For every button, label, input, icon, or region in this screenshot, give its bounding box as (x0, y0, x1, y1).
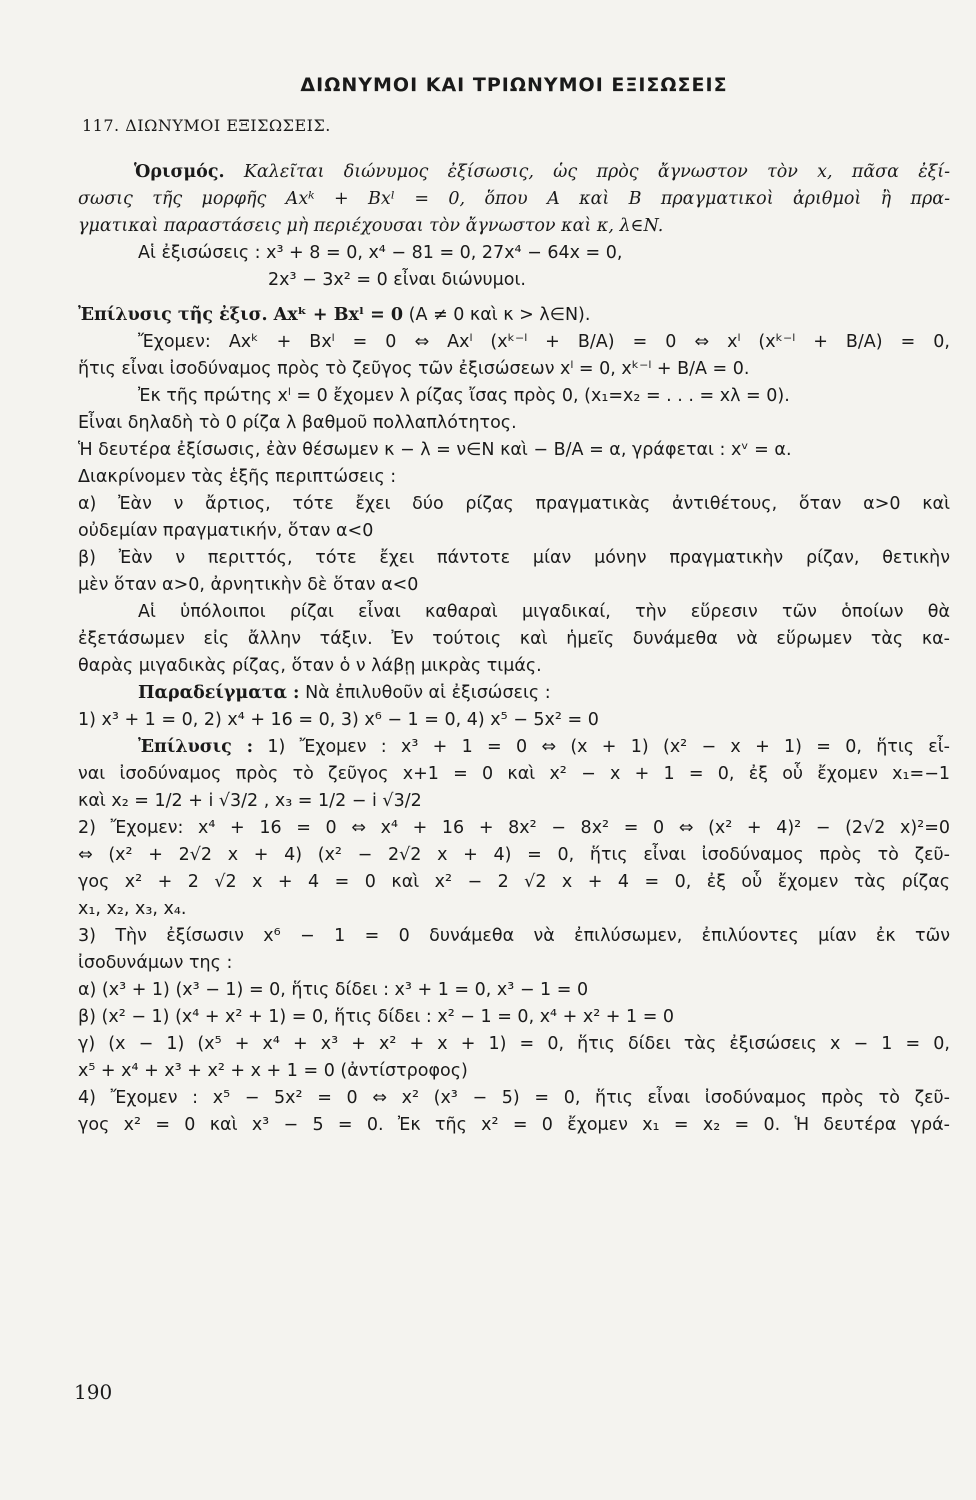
worked-line: β) (x² − 1) (x⁴ + x² + 1) = 0, ἥτις δίδει : x² − 1 = 0, x⁴ + x² + 1 = 0 (78, 1007, 675, 1027)
worked-line: x⁵ + x⁴ + x³ + x² + x + 1 = 0 (ἀντίστροφος) (78, 1061, 468, 1081)
worked-text: 1) Ἔχομεν : x³ + 1 = 0 ⇔ (x + 1) (x² − x + 1) = 0, ἥτις εἶ- (267, 737, 950, 757)
worked-line: ναι ἰσοδύναμος πρὸς τὸ ζεῦγος x+1 = 0 καὶ x² − x + 1 = 0, ἐξ οὗ ἔχομεν x₁=−1 (78, 764, 950, 784)
examples-intro-line-1: Αἱ ἐξισώσεις : x³ + 8 = 0, x⁴ − 81 = 0, 27x⁴ − 64x = 0, (138, 243, 623, 263)
worked-line: καὶ x₂ = 1/2 + i √3/2 , x₃ = 1/2 − i √3/2 (78, 791, 422, 811)
worked-line: 4) Ἔχομεν : x⁵ − 5x² = 0 ⇔ x² (x³ − 5) = 0, ἥτις εἶναι ἰσοδύναμος πρὸς τὸ ζεῦ- (78, 1088, 950, 1108)
worked-line: x₁, x₂, x₃, x₄. (78, 899, 187, 919)
page-content (78, 70, 950, 1139)
solution-condition: (A ≠ 0 καὶ κ > λ∈N). (408, 305, 591, 325)
definition-text-1: Καλεῖται διώνυμος ἐξίσωσις, ὡς πρὸς ἄγνωστον τὸν x, πᾶσα ἐξί- (243, 162, 950, 182)
solution-line: Εἶναι δηλαδὴ τὸ 0 ρίζα λ βαθμοῦ πολλαπλότητος. (78, 413, 517, 433)
solution-line: ἥτις εἶναι ἰσοδύναμος πρὸς τὸ ζεῦγος τῶν ἐξισώσεων xˡ = 0, xᵏ⁻ˡ + B/A = 0. (78, 359, 750, 379)
examples-list: 1) x³ + 1 = 0, 2) x⁴ + 16 = 0, 3) x⁶ − 1 = 0, 4) x⁵ − 5x² = 0 (78, 710, 599, 730)
section-heading: 117. ΔΙΩΝΥΜΟΙ ΕΞΙΣΩΣΕΙΣ. (82, 116, 331, 135)
worked-line: 3) Τὴν ἐξίσωσιν x⁶ − 1 = 0 δυνάμεθα νὰ ἐπιλύσωμεν, ἐπιλύοντες μίαν ἐκ τῶν (78, 926, 950, 946)
definition-line-2: σωσις τῆς μορφῆς Axᵏ + Bxˡ = 0, ὅπου A καὶ B πραγματικοὶ ἀριθμοὶ ἢ πρα- (78, 189, 950, 209)
worked-line: 2) Ἔχομεν: x⁴ + 16 = 0 ⇔ x⁴ + 16 + 8x² − 8x² = 0 ⇔ (x² + 4)² − (2√2 x)²=0 (78, 818, 950, 838)
examples-intro-line-2: 2x³ − 3x² = 0 εἶναι διώνυμοι. (268, 270, 526, 290)
solution-line: οὐδεμίαν πραγματικήν, ὅταν α<0 (78, 521, 374, 541)
definition-line-1 (78, 159, 950, 186)
solution-line: α) Ἐὰν ν ἄρτιος, τότε ἔχει δύο ρίζας πραγματικὰς ἀντιθέτους, ὅταν α>0 καὶ (78, 494, 950, 514)
worked-label: Ἐπίλυσις : (138, 737, 254, 757)
solution-line: θαρὰς μιγαδικὰς ρίζας, ὅταν ὁ ν λάβῃ μικρὰς τιμάς. (78, 656, 542, 676)
solution-line: Αἱ ὑπόλοιποι ρίζαι εἶναι καθαραὶ μιγαδικαί, τὴν εὕρεσιν τῶν ὁποίων θὰ (138, 602, 950, 622)
page-number: 190 (74, 1380, 113, 1404)
solution-line: β) Ἐὰν ν περιττός, τότε ἔχει πάντοτε μίαν μόνην πραγματικὴν ρίζαν, θετικὴν (78, 548, 950, 568)
worked-line: ἰσοδυνάμων της : (78, 953, 233, 973)
solution-label: Ἐπίλυσις τῆς ἐξισ. Axᵏ + Bxˡ = 0 (78, 305, 404, 325)
solution-line: Ἡ δευτέρα ἐξίσωσις, ἐὰν θέσωμεν κ − λ = ν∈N καὶ − B/A = α, γράφεται : xᵛ = α. (78, 440, 792, 460)
examples-label: Παραδείγματα : (138, 683, 300, 703)
definition-label: Ὁρισμός. (134, 162, 225, 182)
worked-line: γος x² = 0 καὶ x³ − 5 = 0. Ἐκ τῆς x² = 0 ἔχομεν x₁ = x₂ = 0. Ἡ δευτέρα γρά- (78, 1115, 950, 1135)
worked-line: γος x² + 2 √2 x + 4 = 0 καὶ x² − 2 √2 x + 4 = 0, ἐξ οὗ ἔχομεν τὰς ρίζας (78, 872, 950, 892)
examples-intro: Νὰ ἐπιλυθοῦν αἱ ἐξισώσεις : (305, 683, 551, 703)
examples-heading (78, 680, 950, 707)
worked-line: γ) (x − 1) (x⁵ + x⁴ + x³ + x² + x + 1) = 0, ἥτις δίδει τὰς ἐξισώσεις x − 1 = 0, (78, 1034, 950, 1054)
worked-line: α) (x³ + 1) (x³ − 1) = 0, ἥτις δίδει : x³ + 1 = 0, x³ − 1 = 0 (78, 980, 589, 1000)
worked-line-1 (78, 734, 950, 761)
solution-line: Ἐκ τῆς πρώτης xˡ = 0 ἔχομεν λ ρίζας ἴσας πρὸς 0, (x₁=x₂ = . . . = xλ = 0). (138, 386, 790, 406)
solution-line: Ἔχομεν: Axᵏ + Bxˡ = 0 ⇔ Axˡ (xᵏ⁻ˡ + B/A) = 0 ⇔ xˡ (xᵏ⁻ˡ + B/A) = 0, (138, 332, 950, 352)
solution-heading (78, 302, 950, 329)
page-title: ΔΙΩΝΥΜΟΙ ΚΑΙ ΤΡΙΩΝΥΜΟΙ ΕΞΙΣΩΣΕΙΣ (300, 74, 728, 96)
solution-line: ἐξετάσωμεν εἰς ἄλλην τάξιν. Ἐν τούτοις καὶ ἡμεῖς δυνάμεθα νὰ εὕρωμεν τὰς κα- (78, 629, 950, 649)
definition-line-3: γματικαὶ παραστάσεις μὴ περιέχουσαι τὸν ἄγνωστον καὶ κ, λ∈N. (78, 216, 664, 236)
solution-line: Διακρίνομεν τὰς ἑξῆς περιπτώσεις : (78, 467, 397, 487)
solution-line: μὲν ὅταν α>0, ἀρνητικὴν δὲ ὅταν α<0 (78, 575, 419, 595)
worked-line: ⇔ (x² + 2√2 x + 4) (x² − 2√2 x + 4) = 0, ἥτις εἶναι ἰσοδύναμος πρὸς τὸ ζεῦ- (78, 845, 950, 865)
